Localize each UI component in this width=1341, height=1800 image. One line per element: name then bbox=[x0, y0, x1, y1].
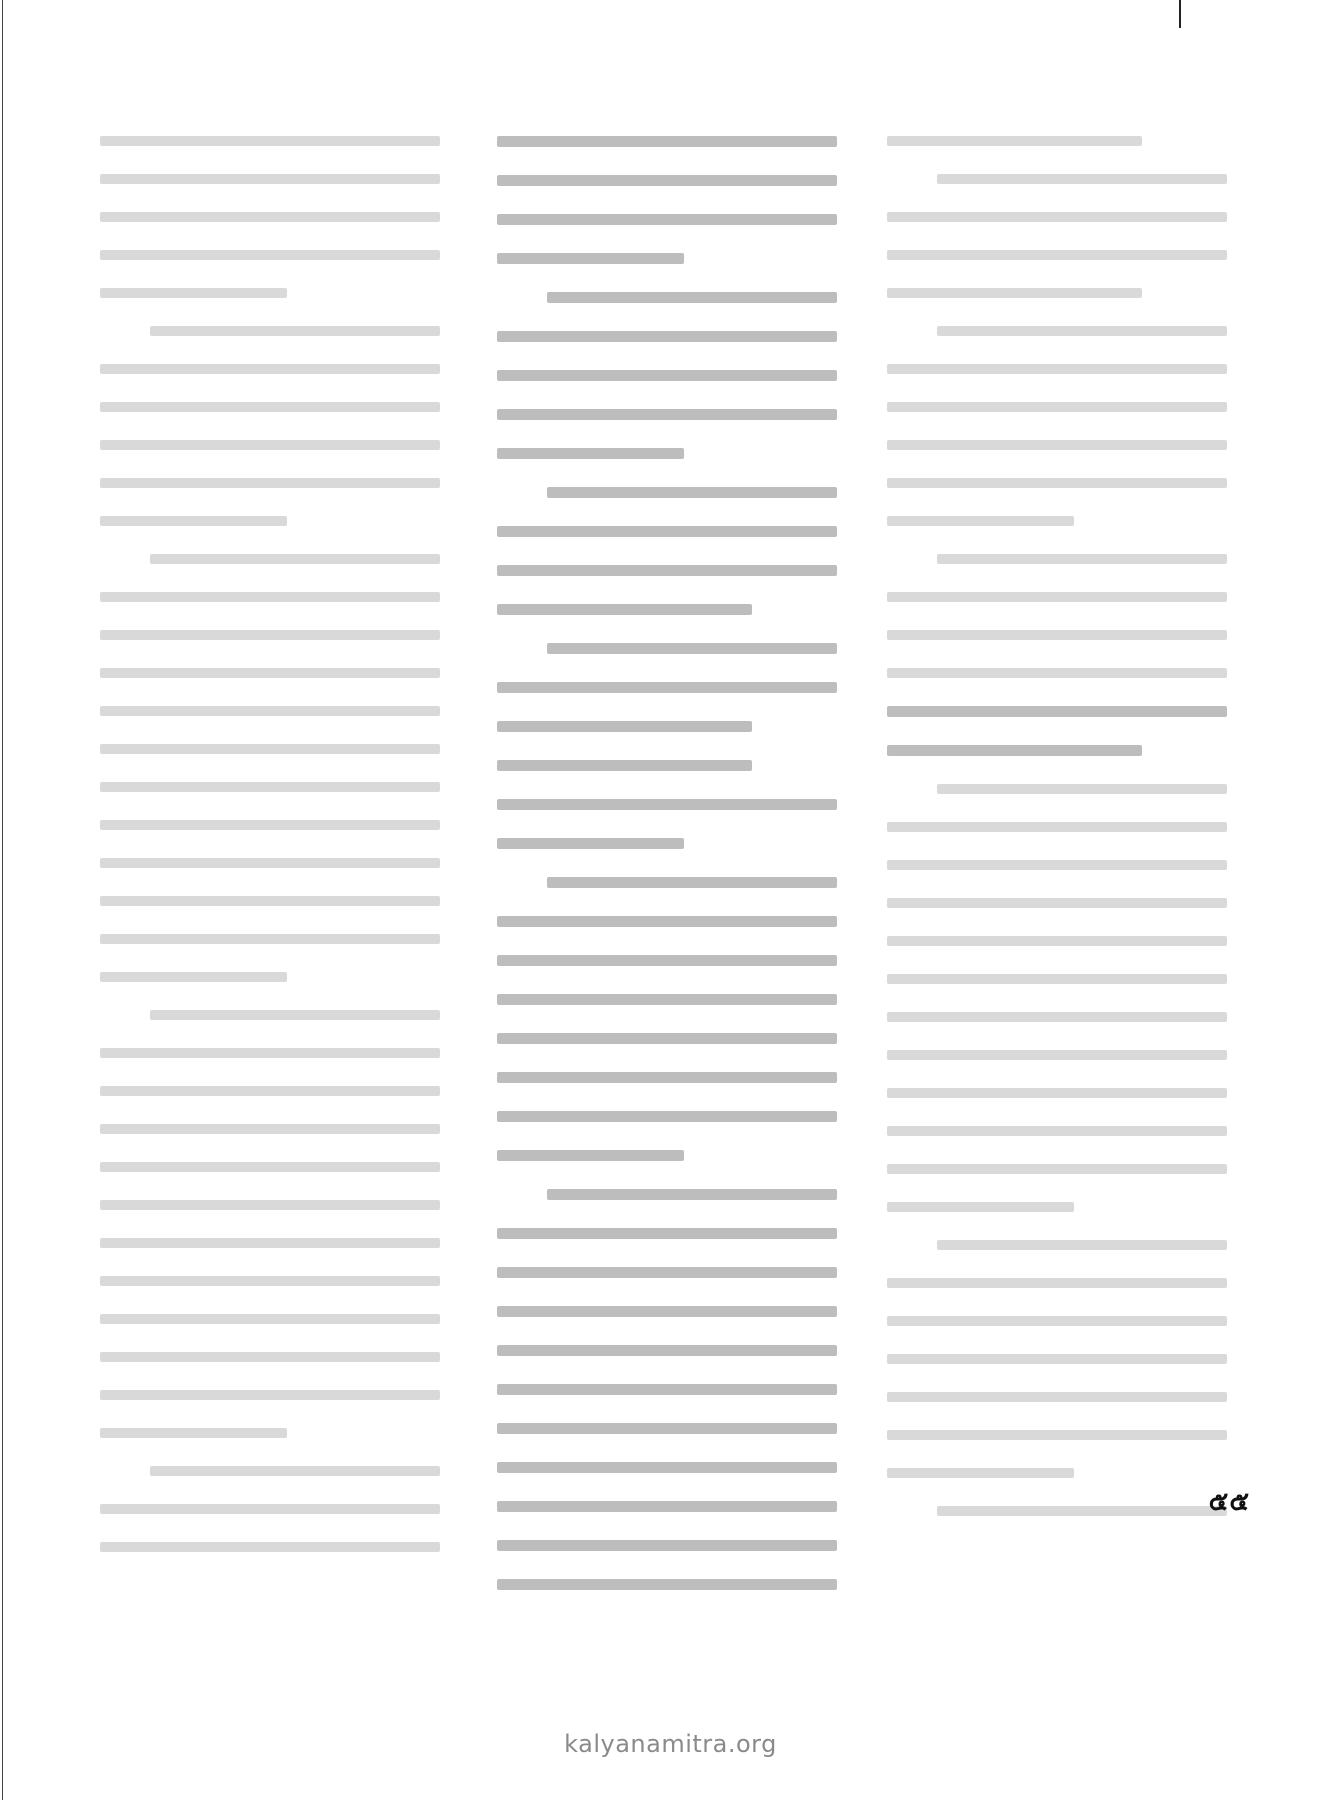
footer-watermark: kalyanamitra.org bbox=[564, 1730, 777, 1758]
text-column-3 bbox=[887, 136, 1227, 1616]
page-edge-right bbox=[1179, 0, 1181, 28]
page-number: ๕๕ bbox=[1208, 1487, 1250, 1517]
text-column-1 bbox=[100, 136, 440, 1616]
text-column-2 bbox=[497, 136, 837, 1616]
page-edge-left bbox=[2, 0, 3, 1800]
